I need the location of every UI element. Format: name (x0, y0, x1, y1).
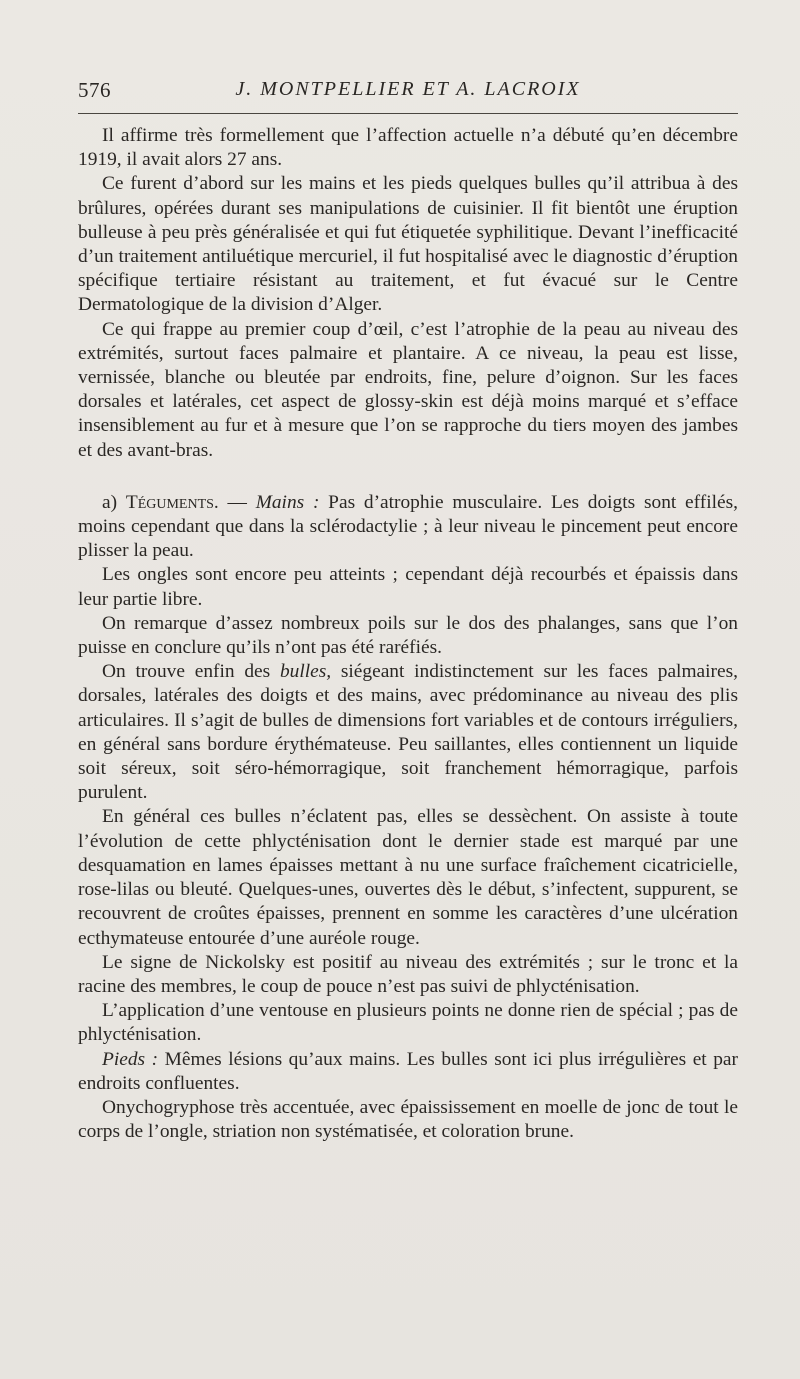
body-text (78, 124, 738, 1144)
emphasis: bulles, (279, 661, 332, 683)
heading-dash: . — (213, 491, 256, 513)
paragraph: Il affirme très formellement que l’affection actuelle n’a débuté qu’en décembre 1919, il avait alors 27 ans. (78, 125, 738, 171)
paragraph: En général ces bulles n’éclatent pas, elles se dessèchent. On assiste à toute l’évolution de cette phlycténisation dont le dernier stade est marqué par une desquamation en lames épaisses mettant à nu une surface fraîchement cicatricielle, rose-lilas ou bleuté. Quelques-unes, ouvertes dès le début, s’infectent, suppurent, se recouvrent de croûtes épaisses, prennent en somme les caractères d’une ulcération ecthymateuse entourée d’une auréole rouge. (78, 806, 738, 949)
paragraph: Onychogryphose très accentuée, avec épaississement en moelle de jonc de tout le corps de l’ongle, striation non systématisée, et coloration brune. (78, 1096, 738, 1143)
paragraph-text: On trouve enfin des (102, 661, 280, 683)
paragraph-text: siégeant indistinctement sur les faces palmaires, dorsales, latérales des doigts et des mains, avec prédominance au niveau des plis articulaires. Il s’agit de bulles de dimensions fort variables et de contours irréguliers, en général sans bordure érythémateuse. Peu saillantes, elles contiennent un liquide soit séreux, soit séro-hémorragique, soit franchement hémorragique, parfois purulent. (78, 661, 738, 804)
paragraph: Ce furent d’abord sur les mains et les pieds quelques bulles qu’il attribua à des brûlures, opérées durant ses manipulations de cuisinier. Il fit bientôt une éruption bulleuse à peu près généralisée et qui fut étiquetée syphilitique. Devant l’inefficacité d’un traitement antiluétique mercuriel, il fut hospitalisé avec le diagnostic d’éruption spécifique tertiaire résistant au traitement, et fut évacué sur le Centre Dermatologique de la division d’Alger. (78, 173, 738, 316)
page-header (78, 78, 738, 108)
list-marker: a) (102, 491, 126, 513)
paragraph: On remarque d’assez nombreux poils sur le dos des phalanges, sans que l’on puisse en conclure qu’ils n’ont pas été raréfiés. (78, 612, 738, 659)
paragraph: Les ongles sont encore peu atteints ; cependant déjà recourbés et épaissis dans leur partie libre. (78, 564, 738, 610)
subheading: Pieds : (102, 1048, 159, 1070)
paragraph: Ce qui frappe au premier coup d’œil, c’est l’atrophie de la peau au niveau des extrémités, surtout faces palmaire et plantaire. A ce niveau, la peau est lisse, vernissée, blanche ou bleutée par endroits, fine, pelure d’oignon. Sur les faces dorsales et latérales, cet aspect de glossy-skin est déjà moins marqué et s’efface insensiblement au fur et à mesure que l’on se rapproche du tiers moyen des jambes et des avant-bras. (78, 318, 738, 461)
header-rule (78, 113, 738, 114)
paragraph-text: Pas d’atrophie musculaire. Les doigts sont effilés, moins cependant que dans la sclérodactylie ; à leur niveau le pincement peut encore plisser la peau. (78, 491, 738, 562)
paragraph (78, 660, 738, 805)
running-title: J. MONTPELLIER ET A. LACROIX (235, 78, 581, 100)
paragraph-text: Mêmes lésions qu’aux mains. Les bulles sont ici plus irrégulières et par endroits confluentes. (78, 1048, 738, 1094)
section-heading: Téguments (125, 491, 214, 513)
subheading: Mains : (255, 491, 320, 513)
paragraph (78, 1048, 738, 1096)
paragraph: Le signe de Nickolsky est positif au niveau des extrémités ; sur le tronc et la racine des membres, le coup de pouce n’est pas suivi de phlycténisation. (78, 951, 738, 997)
paragraph: L’application d’une ventouse en plusieurs points ne donne rien de spécial ; pas de phlycténisation. (78, 1000, 738, 1046)
page-number: 576 (78, 78, 111, 102)
section-paragraph (78, 491, 738, 564)
